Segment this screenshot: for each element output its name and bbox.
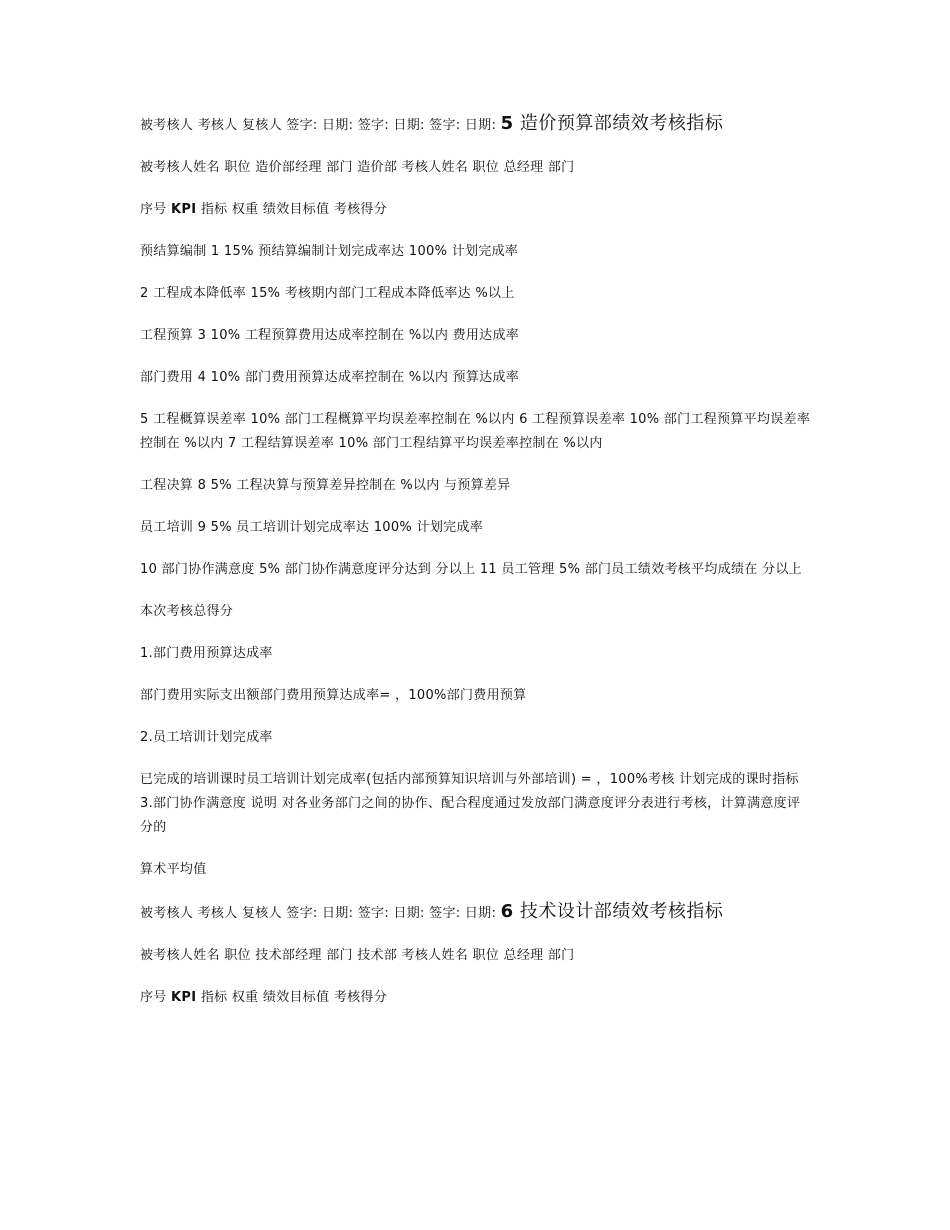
section-6-title [140, 900, 812, 926]
table-header-row: 序号 KPI 指标 权重 绩效目标值 考核得分 [140, 202, 388, 217]
total-score-label: 本次考核总得分 [140, 604, 234, 619]
formula-text: 部门费用实际支出额部门费用预算达成率= ，100%部门费用预算 [140, 688, 527, 703]
section-heading: 技术设计部绩效考核指标 [513, 901, 724, 922]
kpi-row: 工程决算 8 5% 工程决算与预算差异控制在 %以内 与预算差异 [140, 478, 511, 493]
kpi-row: 5 工程概算误差率 10% 部门工程概算平均误差率控制在 %以内 6 工程预算误差率 10% 部门工程预算平均误差率控制在 %以内 7 工程结算误差率 10% 部门工程结算平均误差率控制在 %以内 [140, 412, 811, 451]
section-5-title [140, 112, 812, 138]
formula-text: 已完成的培训课时员工培训计划完成率(包括内部预算知识培训与外部培训) = ，100%考核 计划完成的课时指标 3.部门协作满意度 说明 对各业务部门之间的协作、配合程度通过发放部门满意度评分表进行考核，计算满意度评分的 [140, 772, 801, 835]
kpi-label: KPI [171, 990, 197, 1005]
section-heading: 造价预算部绩效考核指标 [513, 113, 724, 134]
signature-line: 被考核人 考核人 复核人 签字: 日期: 签字: 日期: 签字: 日期: [140, 906, 501, 921]
kpi-row: 工程预算 3 10% 工程预算费用达成率控制在 %以内 费用达成率 [140, 328, 520, 343]
formula-heading: 2.员工培训计划完成率 [140, 730, 273, 745]
kpi-row: 2 工程成本降低率 15% 考核期内部门工程成本降低率达 %以上 [140, 286, 515, 301]
section-number: 6 [500, 901, 514, 922]
signature-line: 被考核人 考核人 复核人 签字: 日期: 签字: 日期: 签字: 日期: [140, 118, 501, 133]
kpi-row: 员工培训 9 5% 员工培训计划完成率达 100% 计划完成率 [140, 520, 484, 535]
table-header-row: 序号 KPI 指标 权重 绩效目标值 考核得分 [140, 990, 388, 1005]
section-number: 5 [500, 113, 514, 134]
kpi-row: 部门费用 4 10% 部门费用预算达成率控制在 %以内 预算达成率 [140, 370, 520, 385]
kpi-row: 预结算编制 1 15% 预结算编制计划完成率达 100% 计划完成率 [140, 244, 519, 259]
formula-text: 算术平均值 [140, 862, 207, 877]
formula-heading: 1.部门费用预算达成率 [140, 646, 273, 661]
document-page [140, 112, 812, 1010]
kpi-row: 10 部门协作满意度 5% 部门协作满意度评分达到 分以上 11 员工管理 5% 部门员工绩效考核平均成绩在 分以上 [140, 562, 802, 577]
kpi-label: KPI [171, 202, 197, 217]
employee-info-row: 被考核人姓名 职位 技术部经理 部门 技术部 考核人姓名 职位 总经理 部门 [140, 948, 575, 963]
employee-info-row: 被考核人姓名 职位 造价部经理 部门 造价部 考核人姓名 职位 总经理 部门 [140, 160, 575, 175]
